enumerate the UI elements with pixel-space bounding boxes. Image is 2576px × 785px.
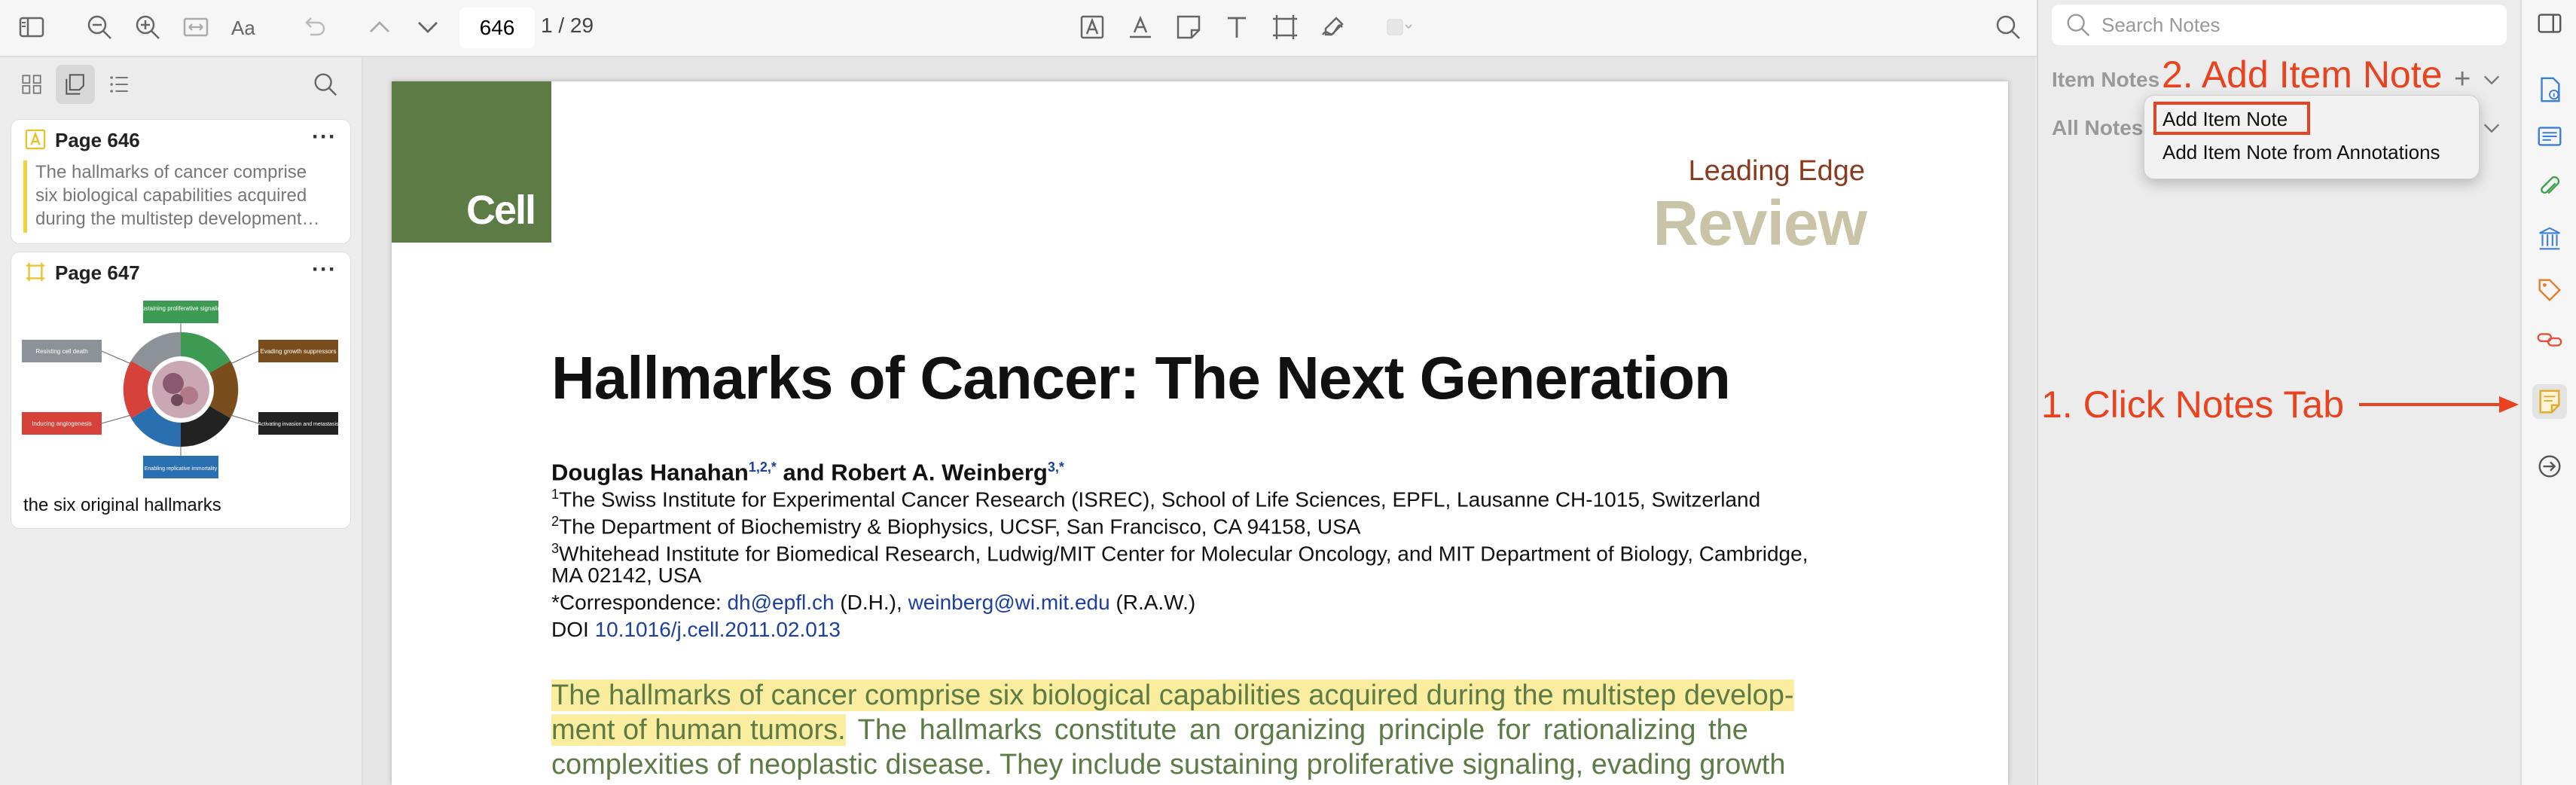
highlight-annotation-icon xyxy=(25,129,46,154)
figure-label: Enabling replicative immortality xyxy=(144,466,218,472)
next-page-icon[interactable] xyxy=(411,11,444,44)
add-text-icon[interactable] xyxy=(1220,11,1253,44)
search-notes-field[interactable] xyxy=(2052,5,2507,45)
email-link[interactable]: weinberg@wi.mit.edu xyxy=(908,591,1110,614)
affiliation-3: $^3$Whitehead Institute for Biomedical Research, Ludwig/MIT Center for Molecular Oncology, and MIT Department of Biology, Cambridge, xyxy=(551,541,1808,566)
undo-icon[interactable] xyxy=(297,11,330,44)
more-options-icon[interactable]: ··· xyxy=(312,124,337,149)
cell-logo: Cell xyxy=(392,81,551,243)
zoom-in-icon[interactable] xyxy=(131,11,164,44)
tags-icon[interactable] xyxy=(2532,273,2567,307)
pdf-page[interactable] xyxy=(392,81,2008,785)
highlight-text-icon[interactable] xyxy=(1076,11,1109,44)
doi: DOI 10.1016/j.cell.2011.02.013 xyxy=(551,618,841,641)
toggle-context-pane-icon[interactable] xyxy=(2532,6,2567,41)
main-toolbar xyxy=(0,0,2037,57)
font-size-icon[interactable] xyxy=(227,11,261,44)
annotations-sidebar xyxy=(0,57,363,785)
filter-annotations-search-icon[interactable] xyxy=(306,65,345,104)
figure-label: Sustaining proliferative signaling xyxy=(137,305,224,312)
draw-icon[interactable] xyxy=(1317,11,1350,44)
figure-label: Activating invasion and metastasis xyxy=(258,422,339,427)
doi-link[interactable]: 10.1016/j.cell.2011.02.013 xyxy=(594,618,841,641)
related-icon[interactable] xyxy=(2532,322,2567,357)
section-subtitle: Review xyxy=(1653,188,1866,258)
annotations-tab[interactable] xyxy=(56,65,95,104)
svg-text:Aa: Aa xyxy=(231,17,255,39)
section-label: Leading Edge xyxy=(1688,155,1865,187)
annotation-page-label: Page 646 xyxy=(55,129,140,151)
add-note-icon[interactable] xyxy=(1172,11,1205,44)
email-link[interactable]: dh@epfl.ch xyxy=(727,591,835,614)
previous-page-icon[interactable] xyxy=(363,11,396,44)
more-options-icon[interactable]: ··· xyxy=(312,257,337,282)
affiliation-1: $^1$The Swiss Institute for Experimental Cancer Research (ISREC), School of Life Sciences, EPFL, Lausanne CH-1015, Switzerland xyxy=(551,487,1761,512)
annotation-card[interactable] xyxy=(11,252,351,529)
article-title: Hallmarks of Cancer: The Next Generation xyxy=(551,344,1730,411)
step1-annotation: 1. Click Notes Tab xyxy=(2041,383,2345,426)
page-count: 1 / 29 xyxy=(541,14,594,37)
annotation-page-label: Page 647 xyxy=(55,261,140,284)
correspondence: *Correspondence: dh@epfl.ch (D.H.), weinberg@wi.mit.edu (R.A.W.) xyxy=(551,591,1196,614)
arrow-icon xyxy=(2359,393,2520,420)
libraries-collections-icon[interactable] xyxy=(2532,221,2567,256)
menu-item-add-item-note[interactable]: Add Item Note xyxy=(2162,108,2288,130)
affiliation-2: $^2$The Department of Biochemistry & Biophysics, UCSF, San Francisco, CA 94158, USA xyxy=(551,514,1361,539)
step2-annotation: 2. Add Item Note xyxy=(2162,53,2443,96)
highlighted-text[interactable]: ment of human tumors. xyxy=(551,714,846,746)
annotation-card[interactable] xyxy=(11,119,351,244)
toggle-sidebar-icon[interactable] xyxy=(15,11,48,44)
affiliation-3-cont: MA 02142, USA xyxy=(551,564,702,587)
highlighted-text[interactable]: The hallmarks of cancer comprise six biological capabilities acquired during the multistep develop- xyxy=(551,680,1794,711)
page-number-input[interactable] xyxy=(459,8,535,48)
select-area-icon[interactable] xyxy=(1268,11,1302,44)
notes-tab-icon[interactable] xyxy=(2532,384,2567,419)
image-annotation-icon xyxy=(25,261,46,286)
item-notes-header[interactable]: Item Notes xyxy=(2052,68,2160,91)
item-info-icon[interactable] xyxy=(2532,72,2567,107)
search-icon xyxy=(2064,11,2092,43)
chevron-down-icon[interactable] xyxy=(2481,118,2502,142)
annotation-caption: the six original hallmarks xyxy=(23,495,221,515)
zoom-out-icon[interactable] xyxy=(83,11,116,44)
all-notes-header[interactable]: All Notes xyxy=(2052,116,2144,139)
fit-width-icon[interactable] xyxy=(179,11,212,44)
figure-label: Evading growth suppressors xyxy=(260,348,337,355)
authors: Douglas Hanahan$^{1,2,*}$ and Robert A. Weinberg$^{3,*}$ xyxy=(551,459,1064,486)
thumbnails-tab[interactable] xyxy=(12,65,51,104)
add-note-menu xyxy=(2144,95,2480,179)
annotation-text: The hallmarks of cancer comprise six biological capabilities acquired during the multistep development… xyxy=(35,162,320,229)
chevron-down-icon[interactable] xyxy=(2481,69,2502,94)
menu-item-add-from-annotations[interactable]: Add Item Note from Annotations xyxy=(2162,141,2440,163)
abstract-icon[interactable] xyxy=(2532,119,2567,154)
search-document-icon[interactable] xyxy=(1992,11,2025,44)
search-notes-placeholder: Search Notes xyxy=(2101,14,2220,36)
attachments-icon[interactable] xyxy=(2532,170,2567,205)
hallmarks-figure-thumbnail xyxy=(19,295,343,483)
figure-label: Inducing angiogenesis xyxy=(32,420,92,427)
outline-tab[interactable] xyxy=(99,65,139,104)
add-item-note-button[interactable]: + xyxy=(2454,63,2471,95)
abstract[interactable]: The hallmarks of cancer comprise six biological capabilities acquired during the multistep develop- ment of human tumors. The hallmarks constitute an organizing principle for rationalizing the complexities of neoplastic disease. They include sustaining proliferative signaling, evading growth xyxy=(551,680,1794,780)
underline-text-icon[interactable] xyxy=(1124,11,1157,44)
color-picker-icon[interactable] xyxy=(1383,11,1416,44)
highlight-color-bar xyxy=(23,160,27,233)
locate-icon[interactable] xyxy=(2532,449,2567,484)
right-rail xyxy=(2520,0,2576,785)
figure-label: Resisting cell death xyxy=(35,348,88,355)
